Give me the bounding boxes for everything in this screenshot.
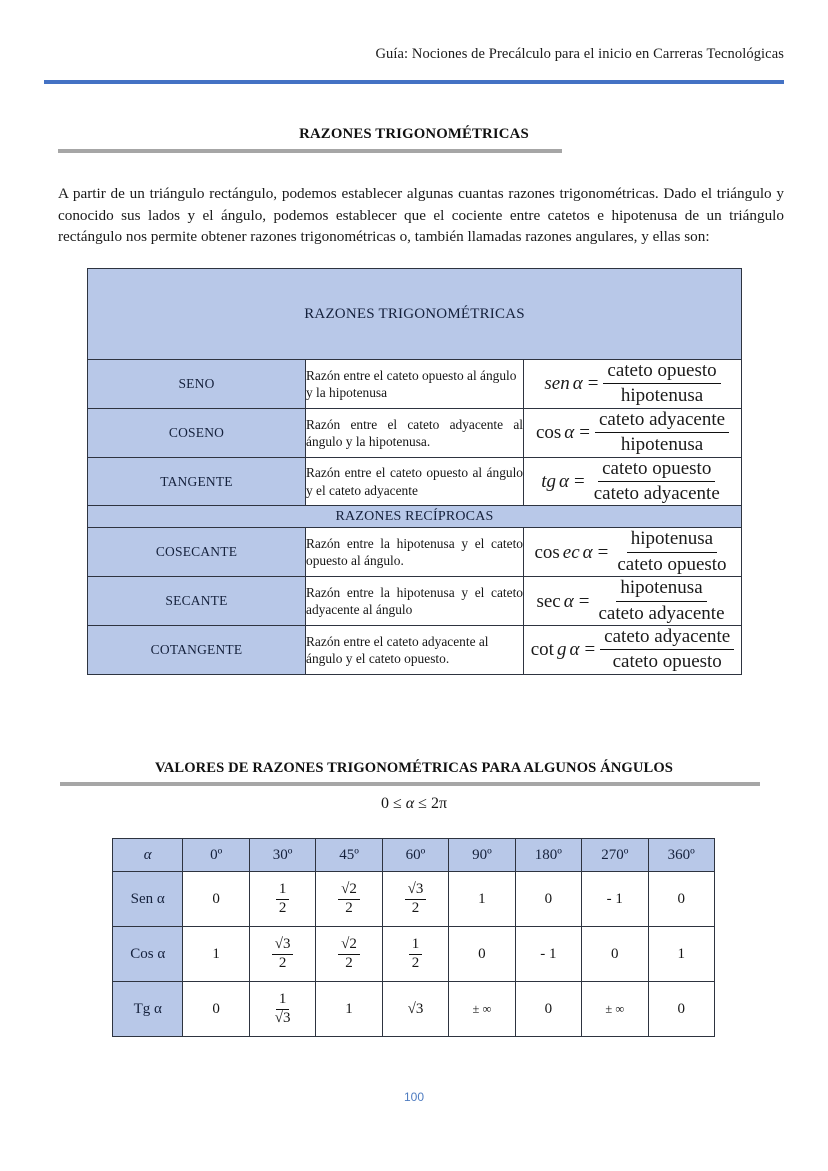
value-cell [515,927,581,982]
formula-function-upright: cos [535,422,562,444]
fraction-numerator: √3 [405,882,427,900]
table-row [113,927,715,982]
value-text: 0 [212,890,220,907]
formula-equals: = [587,373,599,395]
table-row [88,626,742,675]
column-header: 180º [515,839,581,872]
ratio-formula-cell [524,577,742,626]
formula-equals: = [584,639,596,661]
ratio-formula-cell [524,408,742,457]
ratio-formula-cell [524,626,742,675]
value-cell [183,872,249,927]
column-header: 0º [183,839,249,872]
running-header: Guía: Nociones de Precálculo para el inicio en Carreras Tecnológicas [375,46,784,62]
ratio-name: SENO [88,360,306,409]
value-text: 0 [478,945,486,962]
fraction-numerator: hipotenusa [616,577,706,601]
fraction-denominator: 2 [345,955,353,971]
reciprocal-section-caption: RAZONES RECÍPROCAS [88,506,742,528]
ratio-description: Razón entre el cateto opuesto al ángulo y la hipotenusa [306,360,524,409]
value-cell [648,982,714,1037]
fraction-denominator: hipotenusa [620,434,704,456]
value-text: ± ∞ [472,1001,492,1016]
formula-fraction [603,360,720,408]
ratio-description: Razón entre el cateto adyacente al ángulo y la hipotenusa. [306,408,524,457]
alpha-range-expression [0,795,828,813]
alpha-symbol: α [405,795,415,812]
row-header: Cos α [113,927,183,982]
fraction-numerator: cateto adyacente [600,626,734,650]
formula-equals: = [578,590,590,612]
fraction-denominator: √3 [274,1010,291,1026]
ratio-formula-cell [524,528,742,577]
formula-fraction [594,577,728,625]
ratio-formula [531,626,734,674]
formula-function-upright: cos [534,541,560,563]
value-cell [515,872,581,927]
table-row [88,528,742,577]
value-text: - 1 [540,945,557,962]
ratio-formula-cell [524,457,742,506]
value-text: √3 [407,1000,424,1017]
formula-equals: = [597,541,609,563]
fraction-numerator: hipotenusa [627,528,717,552]
ratio-name: COSENO [88,408,306,457]
formula-fraction [600,626,734,674]
formula-function: sen [544,373,570,395]
value-text: 0 [544,890,553,907]
value-cell [316,982,382,1037]
value-cell [183,982,249,1037]
value-fraction [272,992,294,1027]
formula-fraction [590,458,724,506]
value-cell [249,982,315,1037]
header-divider-rule [44,80,784,84]
value-cell [648,872,714,927]
column-header: 360º [648,839,714,872]
column-header: 60º [382,839,448,872]
fraction-numerator: 1 [276,992,290,1010]
fraction-numerator: cateto opuesto [598,458,715,482]
ratio-description: Razón entre la hipotenusa y el cateto adyacente al ángulo [306,577,524,626]
table-row [88,408,742,457]
formula-fraction [595,409,729,457]
alpha-range-left: 0 ≤ [380,795,406,812]
table-row [113,872,715,927]
fraction-denominator: 2 [411,900,420,916]
section-title-valores: VALORES DE RAZONES TRIGONOMÉTRICAS PARA ALGUNOS ÁNGULOS [154,760,673,776]
value-cell [582,872,648,927]
fraction-denominator: cateto adyacente [598,602,725,624]
value-text: 1 [212,945,220,962]
value-cell [449,982,515,1037]
ratio-description: Razón entre el cateto opuesto al ángulo y el cateto adyacente [306,457,524,506]
value-cell [449,872,515,927]
table-row [88,577,742,626]
value-text: 0 [677,890,685,907]
table-row [88,360,742,409]
formula-angle: α [572,373,583,395]
value-text: 1 [677,945,685,962]
fraction-denominator: hipotenusa [620,385,704,407]
ratio-formula-cell [524,360,742,409]
value-text: - 1 [606,890,623,907]
row-header: Sen α [113,872,183,927]
value-text: 1 [478,890,486,907]
formula-angle: α [582,541,593,563]
value-text: 0 [212,1000,220,1017]
ratios-table-caption: RAZONES TRIGONOMÉTRICAS [88,269,742,360]
column-header: 90º [449,839,515,872]
value-text: 0 [611,945,619,962]
value-cell [183,927,249,982]
formula-function-upright: sec [536,590,561,612]
value-cell [249,927,315,982]
column-header: 30º [249,839,315,872]
fraction-numerator: √2 [338,937,360,955]
ratio-formula [534,528,730,576]
row-header: Tg α [113,982,183,1037]
formula-fraction [613,528,730,576]
fraction-denominator: 2 [278,900,287,916]
formula-angle: α [569,639,580,661]
column-header: 45º [316,839,382,872]
fraction-denominator: 2 [411,955,420,971]
ratio-name: COTANGENTE [88,626,306,675]
column-header: α [113,839,183,872]
table-row [113,982,715,1037]
intro-paragraph: A partir de un triángulo rectángulo, podemos establecer algunas cuantas razones trigonométricas. Dado el triángulo y conocido sus lados y el ángulo, podemos establecer que el cociente entre catetos e hipotenusa de un triángulo rectángulo nos permite obtener razones trigonométricas o, también llamadas razones angulares, y ellas son: [58,185,784,246]
reciprocal-section-row [88,506,742,528]
fraction-numerator: √3 [272,937,294,955]
value-fraction [405,882,427,917]
fraction-numerator: 1 [409,937,423,955]
fraction-denominator: cateto adyacente [593,483,720,505]
value-cell [316,927,382,982]
formula-function: ec [562,541,580,563]
formula-function: tg [541,471,556,493]
ratio-formula [544,360,720,408]
values-header-row [113,839,715,872]
column-header: 270º [582,839,648,872]
value-text: 0 [677,1000,685,1017]
fraction-numerator: cateto adyacente [595,409,729,433]
value-text: 0 [544,1000,553,1017]
trigonometric-values-table [112,838,715,1037]
value-cell [316,872,382,927]
formula-angle: α [563,590,574,612]
formula-equals: = [573,471,585,493]
value-fraction [409,937,423,972]
value-cell [648,927,714,982]
alpha-range-right: ≤ 2π [414,795,448,812]
value-fraction [338,882,360,917]
formula-angle: α [564,422,575,444]
formula-angle: α [559,471,569,493]
value-cell [582,927,648,982]
value-cell [382,927,448,982]
value-text: 1 [345,1000,353,1017]
fraction-denominator: cateto opuesto [617,553,727,575]
value-cell [382,982,448,1037]
ratio-name: TANGENTE [88,457,306,506]
ratio-description: Razón entre el cateto adyacente al ángulo y el cateto opuesto. [306,626,524,675]
title-divider-rule-values [60,782,760,786]
ratio-name: SECANTE [88,577,306,626]
formula-function: g [556,639,567,661]
value-cell [582,982,648,1037]
value-cell [449,927,515,982]
ratios-table-caption-row [88,269,742,360]
fraction-denominator: 2 [345,900,353,916]
fraction-numerator: √2 [338,882,360,900]
ratio-description: Razón entre la hipotenusa y el cateto opuesto al ángulo. [306,528,524,577]
title-divider-rule-ratios [58,149,562,153]
value-text: ± ∞ [605,1001,625,1016]
fraction-numerator: 1 [276,882,290,900]
ratio-name: COSECANTE [88,528,306,577]
page-title-razones-trigonometricas: RAZONES TRIGONOMÉTRICAS [299,126,529,142]
fraction-numerator: cateto opuesto [603,360,720,384]
value-cell [249,872,315,927]
ratio-formula [536,409,729,457]
formula-function-upright: cot [530,639,554,661]
value-fraction [276,882,290,917]
ratio-formula [536,577,728,625]
fraction-denominator: 2 [278,955,287,971]
trigonometric-ratios-table [87,268,742,675]
value-cell [515,982,581,1037]
fraction-denominator: cateto opuesto [612,651,722,673]
formula-equals: = [579,422,590,444]
value-cell [382,872,448,927]
value-fraction [272,937,294,972]
page-number: 100 [403,1090,425,1104]
ratio-formula [541,458,724,506]
table-row [88,457,742,506]
value-fraction [338,937,360,972]
